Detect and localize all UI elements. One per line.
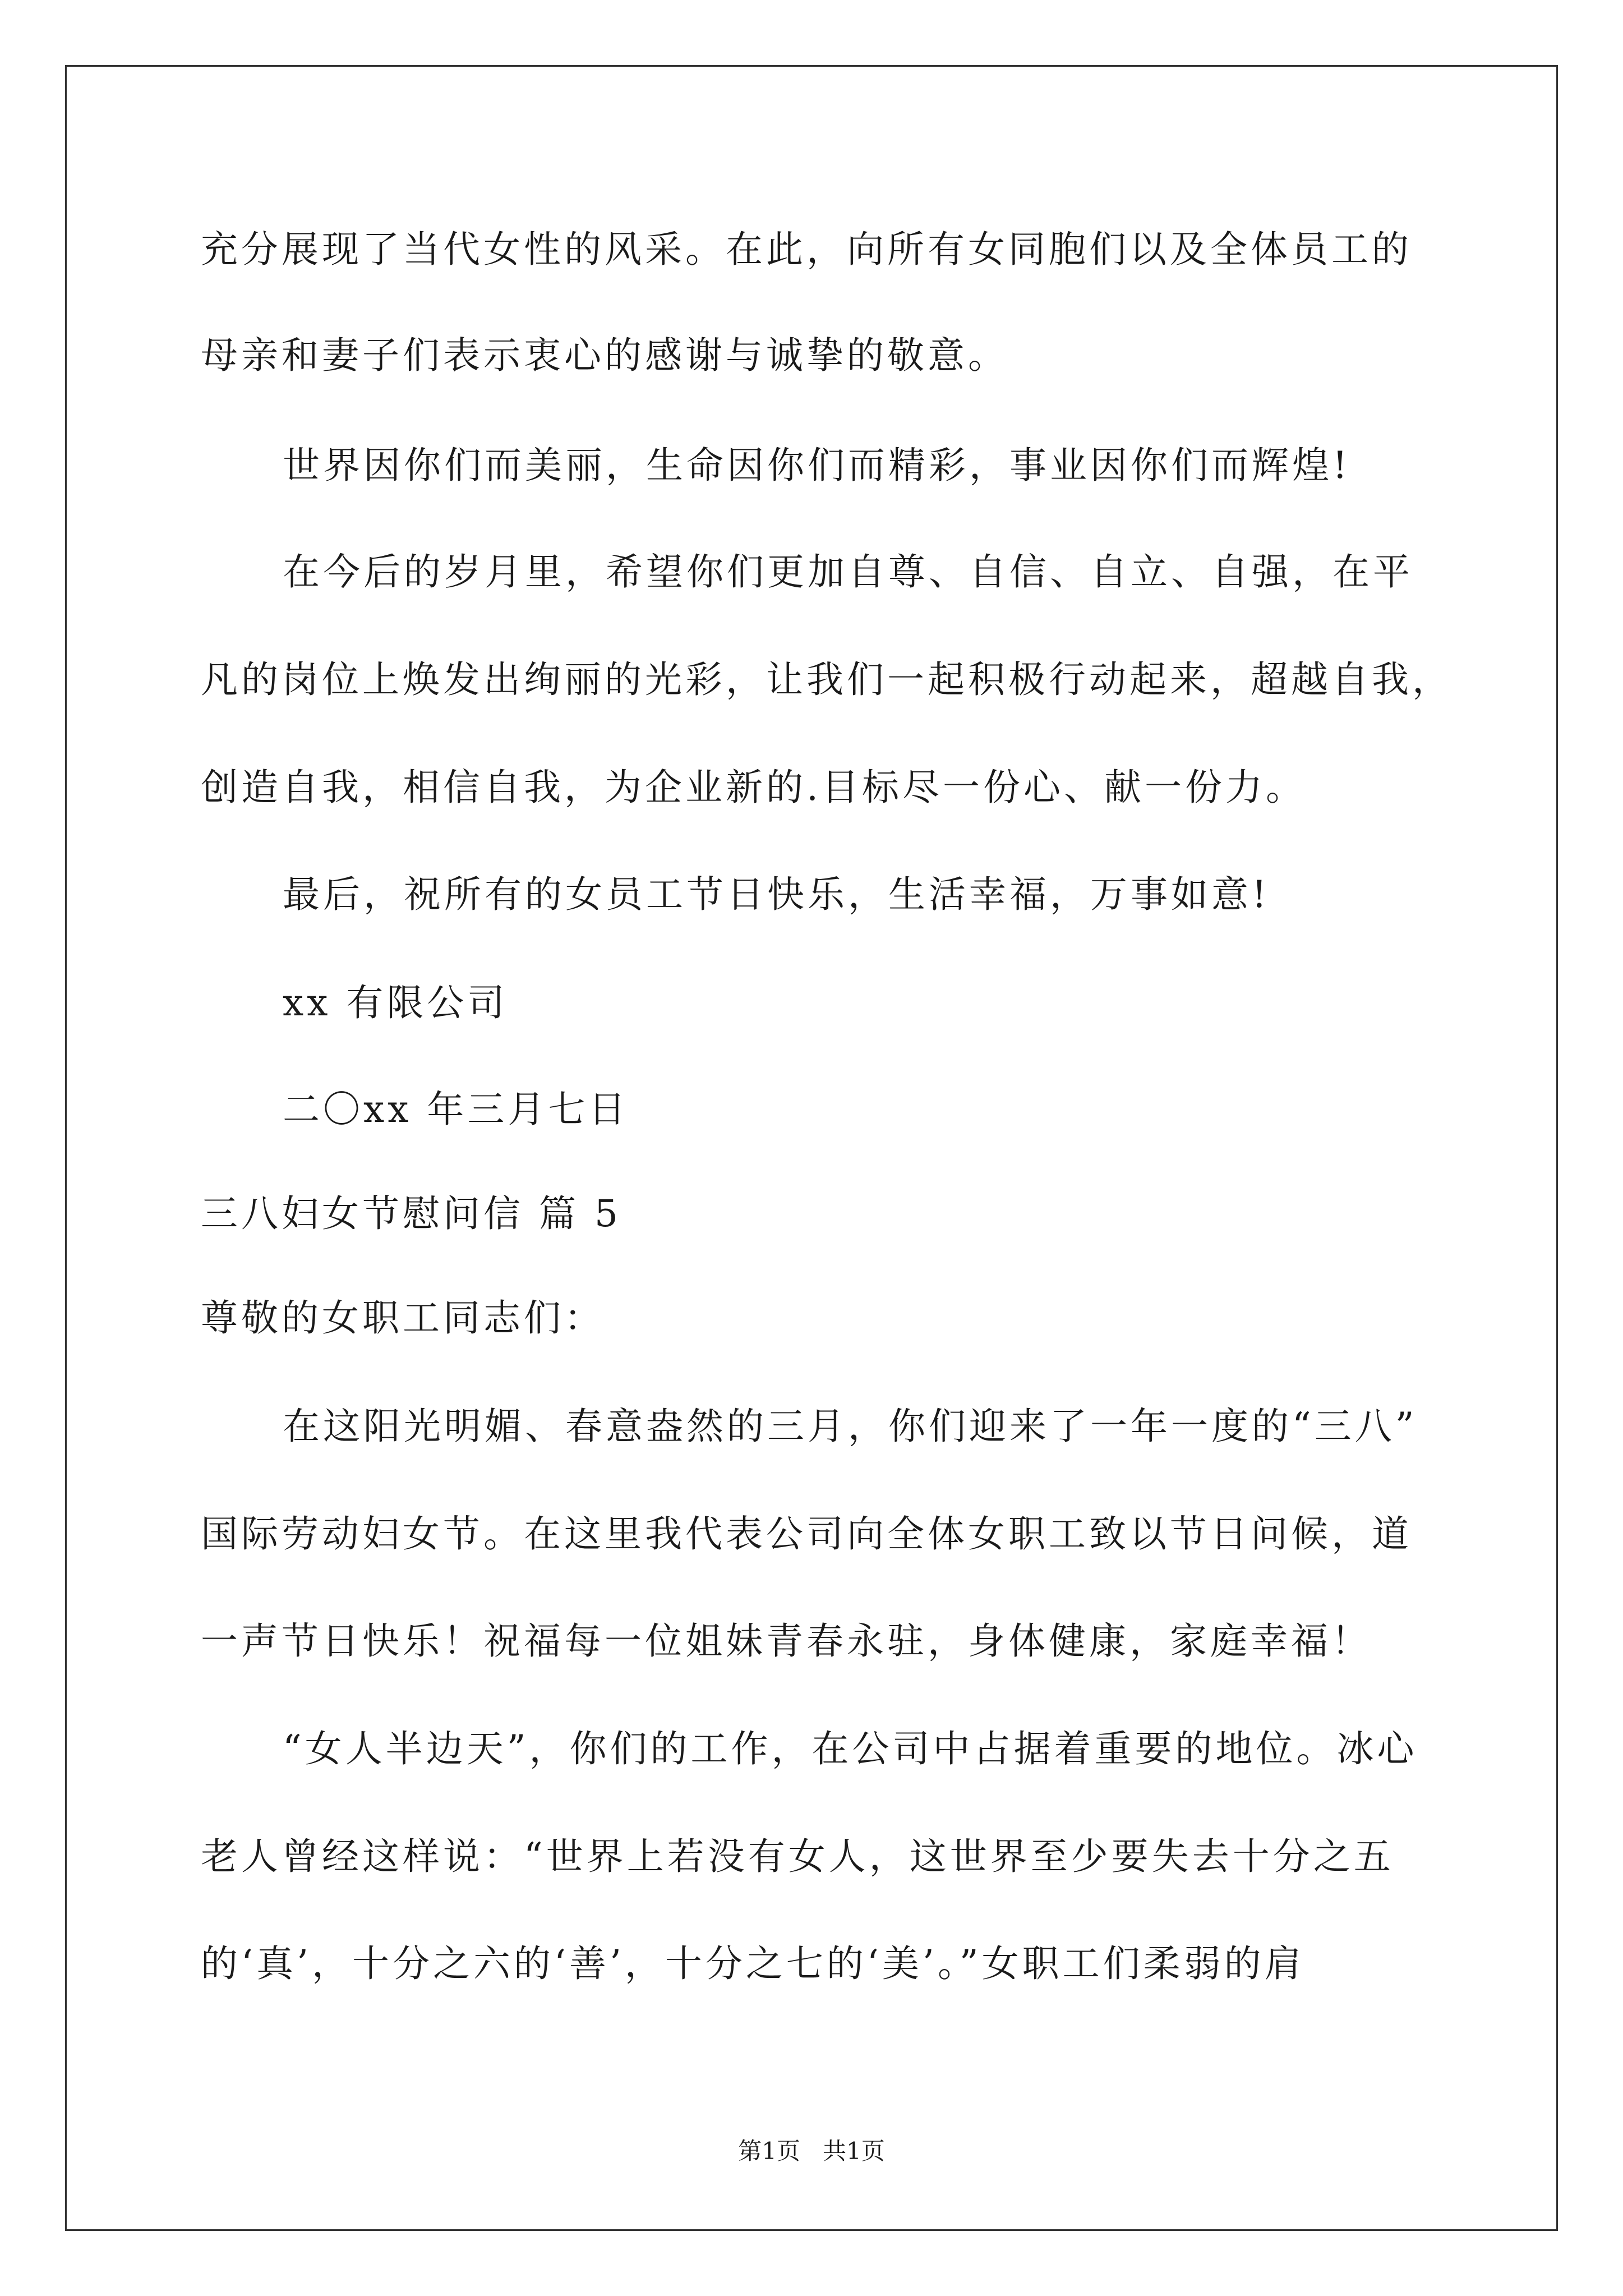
body-line-1: 充分展现了当代女性的风采。在此，向所有女同胞们以及全体员工的 bbox=[201, 228, 1412, 271]
body-line-12: 老人曾经这样说：“世界上若没有女人，这世界至少要失去十分之五 bbox=[201, 1835, 1394, 1878]
body-line-13: 的‘真’，十分之六的‘善’，十分之七的‘美’。”女职工们柔弱的肩 bbox=[201, 1942, 1305, 1985]
body-line-5: 凡的岗位上焕发出绚丽的光彩，让我们一起积极行动起来，超越自我， bbox=[201, 658, 1453, 701]
body-line-7: 最后，祝所有的女员工节日快乐，生活幸福，万事如意! bbox=[283, 873, 1270, 916]
date-line: 二〇xx 年三月七日 bbox=[283, 1088, 629, 1131]
body-line-6: 创造自我，相信自我，为企业新的.目标尽一份心、献一份力。 bbox=[201, 766, 1306, 809]
body-line-2: 母亲和妻子们表示衷心的感谢与诚挚的敬意。 bbox=[201, 334, 1008, 377]
body-line-10: 一声节日快乐！祝福每一位姐妹青春永驻，身体健康，家庭幸福！ bbox=[201, 1619, 1372, 1663]
body-line-11: “女人半边天”，你们的工作，在公司中占据着重要的地位。冰心 bbox=[283, 1727, 1418, 1770]
company-name: xx 有限公司 bbox=[283, 981, 508, 1024]
body-line-3: 世界因你们而美丽，生命因你们而精彩，事业因你们而辉煌! bbox=[283, 444, 1351, 487]
section-heading: 三八妇女节慰问信 篇 5 bbox=[201, 1192, 621, 1235]
page-border bbox=[65, 65, 1558, 2231]
page-footer: 第1页 共1页 bbox=[738, 2137, 885, 2165]
body-line-8: 在这阳光明媚、春意盎然的三月，你们迎来了一年一度的“三八” bbox=[283, 1405, 1418, 1448]
body-line-9: 国际劳动妇女节。在这里我代表公司向全体女职工致以节日问候，道 bbox=[201, 1512, 1412, 1556]
salutation: 尊敬的女职工同志们： bbox=[201, 1296, 605, 1340]
body-line-4: 在今后的岁月里，希望你们更加自尊、自信、自立、自强，在平 bbox=[283, 550, 1413, 593]
